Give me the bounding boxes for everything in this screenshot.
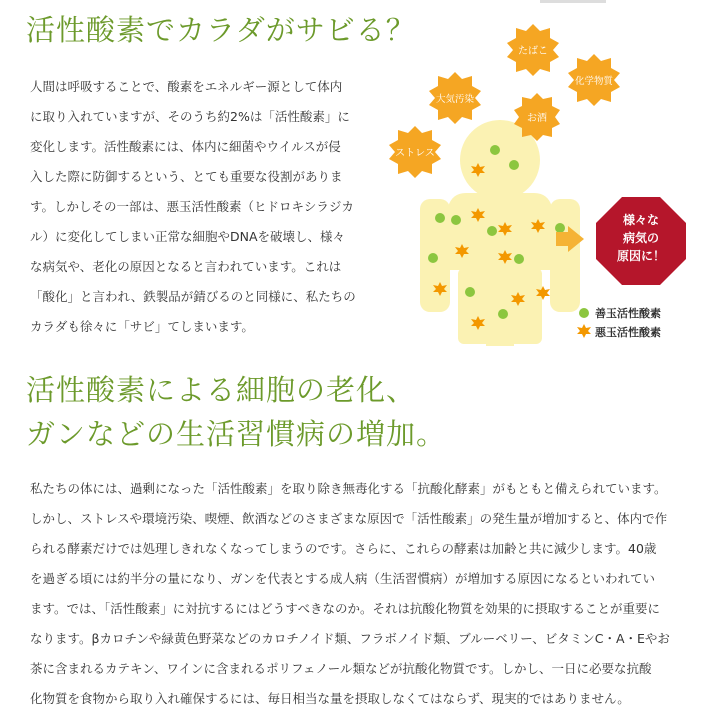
section1-body	[30, 72, 382, 342]
legend-good-swatch	[579, 308, 589, 318]
body-line: カラダも徐々に「サビ」てしまいます。	[30, 319, 254, 334]
section2-body	[30, 474, 695, 714]
body-line: す。しかしその一部は、悪玉活性酸素（ヒドロキシラジカ	[30, 199, 354, 214]
section2-title-line: ガンなどの生活習慣病の増加。	[26, 417, 447, 451]
legend-bad-swatch	[577, 324, 591, 338]
section2-title	[26, 368, 446, 456]
body-line: な病気や、老化の原因となると言われています。これは	[30, 259, 342, 274]
burst-label: ストレス	[395, 148, 435, 159]
body-line: 変化します。活性酸素には、体内に細菌やウイルスが侵	[30, 139, 341, 154]
body-line: 化物質を食物から取り入れ確保するには、毎日相当な量を摂取しなくてはならず、現実的ではありません。	[30, 691, 630, 706]
badge-line: 病気の	[622, 231, 660, 245]
body-line: ル）に変化してしまい正常な細胞やDNAを破壊し、様々	[30, 229, 346, 244]
badge-line: 様々な	[622, 213, 660, 227]
section1-title: 活性酸素でカラダがサビる？	[26, 13, 416, 47]
body-line: なります。βカロチンや緑黄色野菜などのカロチノイド類、フラボノイド類、ブルーベリー、ビタミンC・A・Eやお	[30, 631, 670, 646]
body-line: られる酵素だけでは処理しきれなくなってしまうのです。さらに、これらの酵素は加齢と共に減少します。40歳	[30, 541, 657, 556]
active-oxygen-illustration	[386, 20, 706, 350]
body-line: 入した際に防御するという、とても重要な役割がありま	[30, 169, 343, 184]
section2-title-line: 活性酸素による細胞の老化、	[26, 373, 417, 407]
legend	[577, 306, 661, 339]
legend-good-label: 善玉活性酸素	[595, 307, 661, 320]
body-line: に取り入れていますが、そのうち約2%は「活性酸素」に	[30, 109, 350, 124]
top-tab-edge	[540, 0, 606, 3]
burst-label: お酒	[527, 113, 547, 124]
legend-bad-label: 悪玉活性酸素	[595, 326, 661, 339]
body-line: ます。では、「活性酸素」に対抗するにはどうすべきなのか。それは抗酸化物質を効果的に摂取することが重要に	[30, 601, 661, 616]
badge-line: 原因に！	[616, 249, 666, 263]
body-line: 「酸化」と言われ、鉄製品が錆びるのと同様に、私たちの	[30, 289, 356, 304]
body-line: 茶に含まれるカテキン、ワインに含まれるポリフェノール類などが抗酸化物質です。しかし、一日に必要な抗酸	[30, 661, 652, 676]
burst-label: 化学物質	[574, 76, 614, 87]
burst-air-pollution-icon	[429, 72, 481, 124]
body-line: 人間は呼吸することで、酸素をエネルギー源として体内	[30, 79, 343, 94]
body-line: しかし、ストレスや環境汚染、喫煙、飲酒などのさまざまな原因で「活性酸素」の発生量が増加すると、体内で作	[30, 511, 668, 526]
diseases-result-badge	[596, 197, 686, 285]
body-line: 私たちの体には、過剰になった「活性酸素」を取り除き無毒化する「抗酸化酵素」がもともと備えられています。	[30, 481, 667, 496]
burst-label: たばこ	[518, 46, 548, 57]
burst-stress-icon	[389, 126, 441, 178]
burst-tobacco-icon	[507, 24, 559, 76]
burst-chemicals-icon	[568, 54, 620, 106]
burst-label: 大気汚染	[435, 94, 475, 105]
body-line: を過ぎる頃には約半分の量になり、ガンを代表とする成人病（生活習慣病）が増加する原因になるといわれてい	[30, 571, 656, 586]
